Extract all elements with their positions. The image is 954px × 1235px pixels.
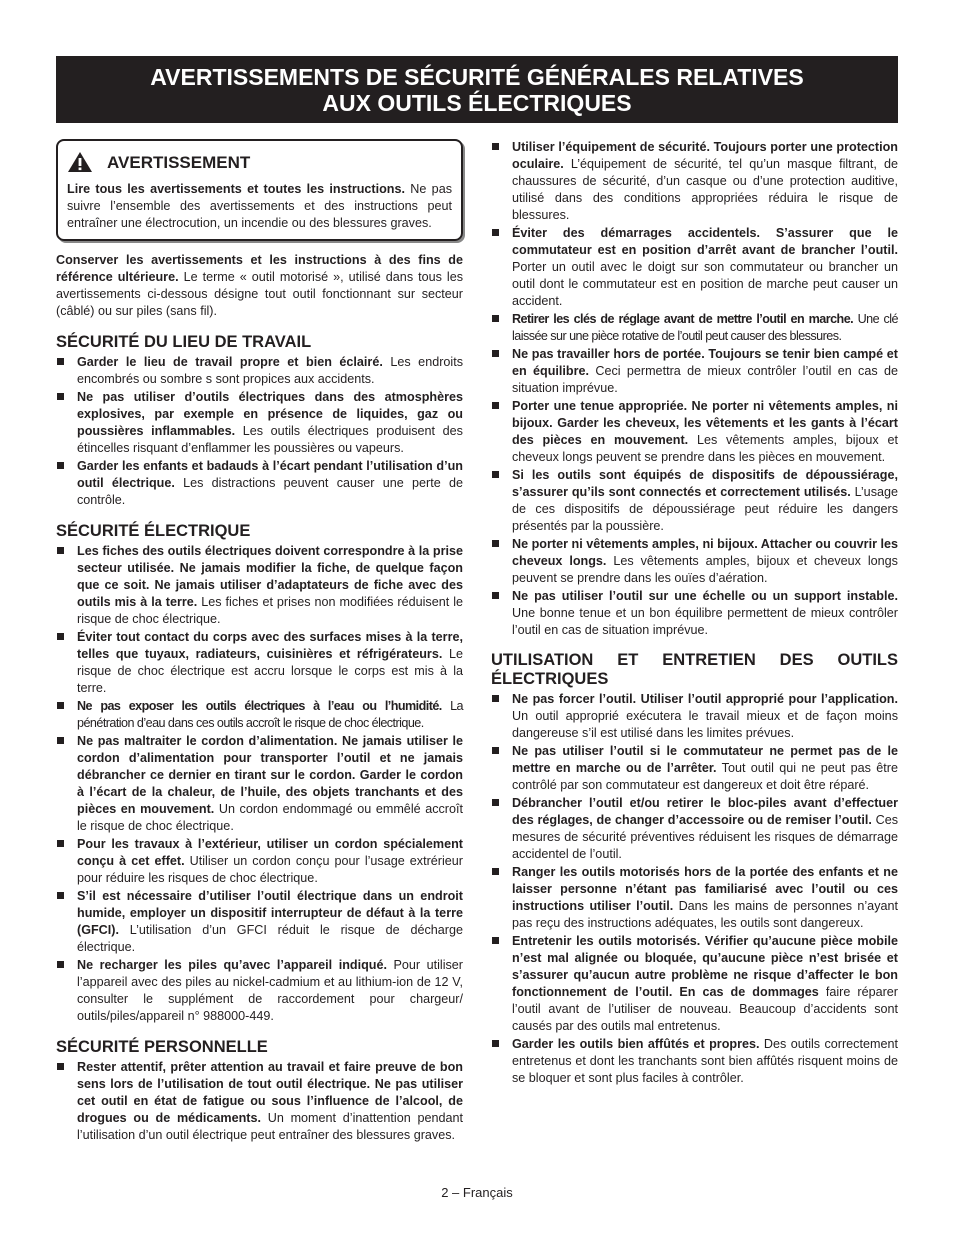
list-item: Porter une tenue appropriée. Ne porter ni vêtements amples, ni bijoux. Garder les cheveux, les vêtements et les gants à l’écart des pièces en mouvement. Les vêtements amples, bijoux et cheveux longs peuvent se prendre dans les pièces en mouvement. xyxy=(491,398,898,466)
list-item: Si les outils sont équipés de dispositifs de dépoussiérage, s’assurer qu’ils sont connectés et correctement utilisés. L’usage de ces dispositifs de dépoussiérage peut réduire les dangers présentés par la poussière. xyxy=(491,467,898,535)
page-number: 2 – Français xyxy=(441,1185,513,1200)
page-title-line-2: AUX OUTILS ÉLECTRIQUES xyxy=(322,89,632,116)
list-item: Ne recharger les piles qu’avec l’appareil indiqué. Pour utiliser l’appareil avec des piles au nickel-cadmium et au lithium-ion de 12 V, consulter le supplément de raccordement pour chargeur/ outils/piles/appareil n° 988000-449. xyxy=(56,957,463,1025)
intro-paragraph: Conserver les avertissements et les instructions à des fins de référence ultérieure. Le terme « outil motorisé », utilisé dans tous les avertissements ci-dessous désigne tout outil fonctionnant sur secteur (câblé) ou sur piles (sans fil). xyxy=(56,253,463,318)
bullet-square xyxy=(492,592,499,599)
bullet-square xyxy=(57,547,64,554)
list-item: Ne pas forcer l’outil. Utiliser l’outil approprié pour l’application. Un outil approprié exécutera le travail mieux et de façon moins dangereuse s’il est utilisé dans les limites prévues. xyxy=(491,691,898,742)
personal-list-part-2 xyxy=(491,139,898,639)
bullet-square xyxy=(492,695,499,702)
bullet-square xyxy=(492,1040,499,1047)
bullet-square xyxy=(492,799,499,806)
section-heading-work-area: SÉCURITÉ DU LIEU DE TRAVAIL xyxy=(56,333,312,351)
list-item: Les fiches des outils électriques doivent correspondre à la prise secteur utilisée. Ne jamais modifier la fiche, de quelque façon que ce soit. Ne jamais utiliser d’adaptateurs de fiche avec des outils mis à la terre. Les fiches et prises non modifiées réduisent le risque de choc électrique. xyxy=(56,543,463,628)
bullet-square xyxy=(492,937,499,944)
bullet-square xyxy=(57,358,64,365)
bullet-square xyxy=(57,961,64,968)
page-title-line-1: AVERTISSEMENTS DE SÉCURITÉ GÉNÉRALES RELATIVES xyxy=(150,63,804,90)
electrical-list xyxy=(56,543,463,1025)
bullet-square xyxy=(57,633,64,640)
list-item: Ne pas travailler hors de portée. Toujours se tenir bien campé et en équilibre. Ceci permettra de mieux contrôler l’outil en cas de situation imprévue. xyxy=(491,346,898,397)
tool-use-list xyxy=(491,691,898,1087)
section-heading-tool-use: UTILISATION ET ENTRETIEN DES OUTILS ÉLECTRIQUES xyxy=(491,651,898,688)
list-item: Débrancher l’outil et/ou retirer le bloc-piles avant d’effectuer des réglages, de changer d’accessoire ou de remiser l’outil. Ces mesures de sécurité préventives réduisent les risques de démarrage accidentel de l’outil. xyxy=(491,795,898,863)
bullet-square xyxy=(492,471,499,478)
list-item: Garder les enfants et badauds à l’écart pendant l’utilisation d’un outil électrique. Les distractions peuvent causer une perte de contrôle. xyxy=(56,458,463,509)
list-item: Garder les outils bien affûtés et propres. Des outils correctement entretenus et dont les tranchants sont bien affûtés risquent moins de se bloquer et sont plus faciles à contrôler. xyxy=(491,1036,898,1087)
bullet-square xyxy=(57,840,64,847)
section-heading-electrical: SÉCURITÉ ÉLECTRIQUE xyxy=(56,522,251,540)
list-item: Ne pas maltraiter le cordon d’alimentation. Ne jamais utiliser le cordon d’alimentation pour transporter l’outil et ne jamais débrancher ce dernier en tirant sur le cordon. Garder le cordon à l’écart de la chaleur, de l’huile, des objets tranchants et des pièces en mouvement. Un cordon endommagé ou emmêlé accroît le risque de choc électrique. xyxy=(56,733,463,835)
list-item: Pour les travaux à l’extérieur, utiliser un cordon spécialement conçu à cet effet. Utiliser un cordon conçu pour l’usage extrérieur pour réduire les risques de choc électrique. xyxy=(56,836,463,887)
list-item: Utiliser l’équipement de sécurité. Toujours porter une protection oculaire. L’équipement de sécurité, tel qu’un masque filtrant, de chaussures de sécurité, d’un casque ou d’une protection auditive, utilisé dans des conditions appropriées réduira le risque de blessures. xyxy=(491,139,898,224)
bullet-square xyxy=(57,892,64,899)
bullet-square xyxy=(492,229,499,236)
bullet-square xyxy=(492,315,499,322)
bullet-square xyxy=(492,747,499,754)
bullet-square xyxy=(57,1063,64,1070)
right-column xyxy=(491,139,898,1088)
bullet-square xyxy=(492,540,499,547)
bullet-square xyxy=(492,143,499,150)
warning-title: AVERTISSEMENT xyxy=(107,152,251,172)
list-item: Ne pas utiliser l’outil sur une échelle ou un support instable. Une bonne tenue et un bon équilibre permettent de mieux contrôler l’outil en cas de situation imprévue. xyxy=(491,588,898,639)
list-item: S’il est nécessaire d’utiliser l’outil électrique dans un endroit humide, employer un dispositif interrupteur de défaut à la terre (GFCI). L’utilisation d’un GFCI réduit le risque de décharge électrique. xyxy=(56,888,463,956)
list-item: Entretenir les outils motorisés. Vérifier qu’aucune pièce mobile n’est mal alignée ou bloquée, qu’aucune pièce n’est brisée et s’assurer qu’aucun autre problème ne risque d’affecter le bon fonctionnement de l’outil. En cas de dommages faire réparer l’outil avant de l’utiliser de nouveau. Beaucoup d’accidents sont causés par des outils mal entretenus. xyxy=(491,933,898,1035)
list-item: Ne porter ni vêtements amples, ni bijoux. Attacher ou couvrir les cheveux longs. Les vêtements amples, bijoux et cheveux longs peuvent se prendre dans les ouïes d’aération. xyxy=(491,536,898,587)
bullet-square xyxy=(492,350,499,357)
work-area-list xyxy=(56,354,463,509)
warning-header xyxy=(67,151,452,173)
list-item: Rester attentif, prêter attention au travail et faire preuve de bon sens lors de l’utilisation de tout outil électrique. Ne pas utiliser cet outil en état de fatigue ou sous l’influence de l’alcool, de drogues ou de médicaments. Un moment d’inattention pendant l’utilisation d’un outil électrique peut entraîner des blessures graves. xyxy=(56,1059,463,1144)
bullet-square xyxy=(57,702,64,709)
bullet-square xyxy=(492,868,499,875)
warning-triangle-icon xyxy=(67,151,93,173)
list-item: Retirer les clés de réglage avant de mettre l’outil en marche. Une clé laissée sur une pièce rotative de l’outil peut causer des blessures. xyxy=(491,311,898,345)
page-title-banner xyxy=(56,56,898,123)
left-column xyxy=(56,139,463,1145)
list-item: Ne pas utiliser d’outils électriques dans des atmosphères explosives, par exemple en présence de liquides, gaz ou poussières inflammables. Les outils électriques produisent des étincelles risquant d’enflammer les poussières ou vapeurs. xyxy=(56,389,463,457)
bullet-square xyxy=(57,393,64,400)
section-heading-personal: SÉCURITÉ PERSONNELLE xyxy=(56,1038,268,1056)
personal-list-part-1 xyxy=(56,1059,463,1144)
bullet-square xyxy=(57,462,64,469)
list-item: Éviter tout contact du corps avec des surfaces mises à la terre, telles que tuyaux, radiateurs, cuisinières et réfrigérateurs. Le risque de choc électrique est accru lorsque le corps est mis à la terre. xyxy=(56,629,463,697)
list-item: Garder le lieu de travail propre et bien éclairé. Les endroits encombrés ou sombre s sont propices aux accidents. xyxy=(56,354,463,388)
list-item: Ne pas exposer les outils électriques à l’eau ou l’humidité. La pénétration d’eau dans ces outils accroît le risque de choc électrique. xyxy=(56,698,463,732)
list-item: Ne pas utiliser l’outil si le commutateur ne permet pas de le mettre en marche ou de l’arrêter. Tout outil qui ne peut pas être contrôlé par son commutateur est dangereux et doit être réparé. xyxy=(491,743,898,794)
bullet-square xyxy=(57,737,64,744)
warning-box xyxy=(56,139,463,241)
list-item: Éviter des démarrages accidentels. S’assurer que le commutateur est en position d’arrêt avant de brancher l’outil. Porter un outil avec le doigt sur son commutateur ou brancher un outil dont le commutateur est en position de marche peut causer un accident. xyxy=(491,225,898,310)
warning-text: Lire tous les avertissements et toutes les instructions. Ne pas suivre l’ensemble des avertissements et des instructions peut entraîner une électrocution, un incendie ou des blessures graves. xyxy=(67,182,452,230)
list-item: Ranger les outils motorisés hors de la portée des enfants et ne laisser personne n’étant pas familiarisé avec l’outil ou ces instructions utiliser l’outil. Dans les mains de personnes n’ayant pas reçu des instructions adéquates, les outils sont dangereux. xyxy=(491,864,898,932)
bullet-square xyxy=(492,402,499,409)
